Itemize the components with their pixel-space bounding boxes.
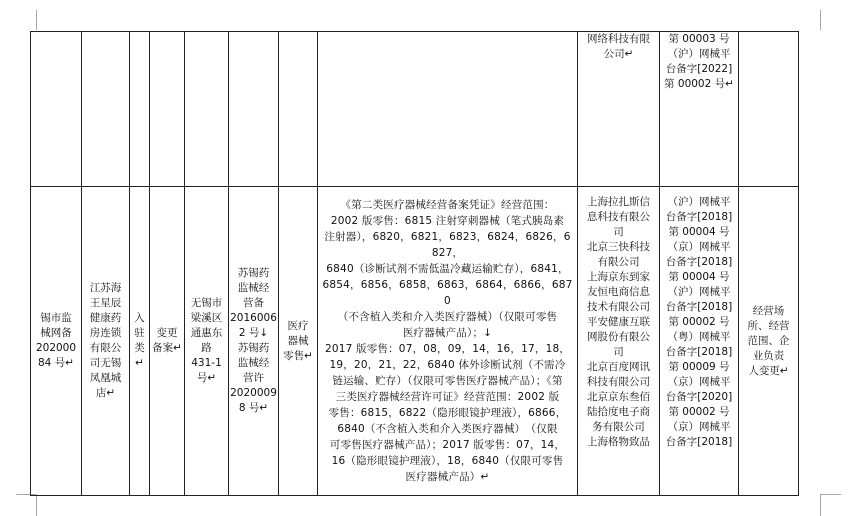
text-line: 可零售医疗器械产品）；2017 版零售：07，14， [329,439,566,451]
text-line: 19，20，21，22，6840 体外诊断试剂（不需冷 [329,359,566,371]
text-line: 凤凰城 [89,372,122,384]
text-line: 公司↵ [603,48,634,60]
text-line: 医疗器械产品）；↓ [402,327,493,339]
text-line: 第 00004 号 [668,226,730,238]
text-line: 营备 [243,297,264,309]
text-line: 2 号↓ [238,327,269,339]
cell-empty [150,32,185,187]
text-line: 健康药 [89,312,122,324]
platform-names-text [579,187,658,485]
cell-company-name [82,187,130,496]
text-line: 202000 [35,342,77,354]
company-name-text [83,281,128,401]
text-line: 2017 版零售：07，08，09，14，16，17，18， [324,343,571,355]
text-line: 友恒电商信息 [587,286,650,298]
cell-empty [279,32,318,187]
text-line: 北京三快科技 [587,241,650,253]
crop-mark-bottom-left-v [36,494,37,516]
text-line: 84 号↵ [38,357,74,369]
change-items-text [740,304,797,379]
text-line: 平安健康互联 [587,316,650,328]
text-line: 驻 [134,327,145,339]
text-line: 监械经 [237,357,270,369]
cell-empty [185,32,229,187]
cell-platform-filing-no [660,32,739,187]
cell-platform-name [578,32,660,187]
text-line: （粤）网械平 [667,331,731,343]
text-line: （京）网械平 [667,376,731,388]
text-line: （京）网械平 [667,241,731,253]
cell-change-items [739,187,799,496]
text-line: 2020009 [230,387,277,399]
text-line: 通惠东 [190,327,223,339]
cell-outside [799,32,828,187]
cell-business-scope [318,187,578,496]
filing-record-table [30,31,828,496]
text-line: 司无锡 [89,357,122,369]
license-no-text [230,266,277,416]
text-line: 入 [134,312,145,324]
text-line: 第 00002 号 [668,316,730,328]
platform-filing-text [661,32,737,92]
text-line: 人变更↵ [748,364,789,377]
text-line: 司 [613,346,624,358]
text-line: 台备字[2020] [665,391,733,403]
text-line: 《第二类医疗器械经营备案凭证》经营范围： [340,199,555,211]
text-line: 6854，6856，6858，6863，6864，6866，6870 [322,279,573,307]
text-line: （沪）网械平 [667,286,731,298]
text-line: 上海拉扎斯信 [587,196,650,208]
text-line: 司 [613,226,624,238]
category-text [280,319,316,364]
text-line: 有限公司 [597,256,640,268]
text-line: 第 00003 号 [668,33,730,45]
text-line: 有限公 [89,342,122,354]
text-line: 上海格物致品 [587,436,650,448]
text-line: 息科技有限公 [587,211,650,223]
text-line: 类↵ [134,342,145,369]
cell-license-no [229,187,279,496]
text-line: 6840（不含植入类和介入类医疗器械） （仅限 [337,423,558,435]
text-line: 16（隐形眼镜护理液），18，6840（仅限可零售 [331,455,564,467]
text-line: 店↵ [95,387,116,399]
text-line: 上海京东到家 [587,271,650,283]
text-line: 零售：6815，6822（隐形眼镜护理液），6866， [328,407,567,419]
text-line: 锡市监 [40,312,72,324]
platform-name-text [579,32,658,62]
crop-mark-top-left-v [36,10,37,30]
cell-mode [130,187,150,496]
cell-empty [31,32,82,187]
text-line: 链运输、贮存）（仅限可零售医疗器械产品）；《第 [332,375,563,387]
cell-address [185,187,229,496]
text-line: 营许 [243,372,264,384]
cell-category [279,187,318,496]
text-line: 8 号↵ [238,402,269,414]
text-line: 台备字[2018] [665,436,733,448]
text-line: （京）网械平 [667,421,731,433]
cell-empty [739,32,799,187]
text-line: 第 00009 号 [668,361,730,373]
text-line: 医疗 [287,319,309,332]
text-line: 科技有限公司 [587,376,650,388]
text-line: 器械 [287,334,309,347]
text-line: 苏锡药 [237,267,270,279]
text-line: 业负责 [752,349,785,362]
text-line: 台备字[2018] [665,211,733,223]
text-line: 械网备 [40,327,72,339]
cell-empty [229,32,279,187]
cell-empty [318,32,578,187]
cell-platform-names [578,187,660,496]
text-line: 房连锁 [89,327,122,339]
text-line: 苏锡药 [237,342,270,354]
text-line: 经营场 [752,304,785,317]
cell-empty [82,32,130,187]
cell-dept-filing-no [31,187,82,496]
text-line: 第 00004 号 [668,271,730,283]
text-line: 王星辰 [89,297,122,309]
text-line: 江苏海 [89,282,122,294]
text-line: 6840（诊断试剂不需低温冷藏运输贮存），6841， [326,263,569,275]
crop-mark-top-right-v [820,10,821,30]
business-scope-text [322,197,573,485]
text-line: （不含植入类和介入类医疗器械）（仅限可零售 [337,311,558,323]
address-text [186,296,227,386]
table-row-record [31,187,828,496]
text-line: 技术有限公司 [587,301,650,313]
text-line: 台备字[2018] [665,256,733,268]
text-line: 医疗器械产品）↵ [405,471,490,483]
text-line: 号↵ [196,372,217,384]
text-line: 2016006 [230,312,277,324]
text-line: 务有限公司 [592,421,645,433]
text-line: 无锡市 [190,297,223,309]
platform-filing-nos-text [661,187,737,485]
text-line: 第 00002 号 [668,406,730,418]
text-line: 陆拾度电子商 [587,406,650,418]
text-line: 零售↵ [283,349,313,362]
text-line: 台备字[2018] [665,301,733,313]
text-line: 第 00002 号↵ [664,78,734,90]
text-line: 2002 版零售：6815 注射穿刺器械（笔式胰岛素 [330,215,565,227]
text-line: 网股份有限公 [587,331,650,343]
cell-outside [799,187,828,496]
text-line: 监械经 [237,282,270,294]
crop-mark-bottom-right-v [820,494,821,516]
table-row-previous [31,32,828,187]
text-line: 台备字[2018] [665,346,733,358]
text-line: 北京百度网讯 [587,361,650,373]
text-line: 所、经营 [747,319,790,332]
text-line: 431-1 [191,357,222,369]
text-line: 三类医疗器械经营许可证》经营范围：2002 版 [335,391,560,403]
text-line: 台备字[2022] [665,63,733,75]
text-line: （沪）网械平 [667,48,731,60]
text-line: 网络科技有限 [587,33,650,45]
text-line: 变更 [156,327,178,339]
text-line: 范围、企 [747,334,790,347]
mode-text [131,311,148,371]
cell-platform-filing-nos [660,187,739,496]
cell-action [150,187,185,496]
text-line: （沪）网械平 [667,196,731,208]
text-line: 北京京东叁佰 [587,391,650,403]
text-line: 备案↵ [152,342,182,354]
action-text [151,326,183,356]
text-line: 路 [201,342,212,354]
cell-empty [130,32,150,187]
dept-filing-no-text [32,311,80,371]
text-line: 梁溪区 [190,312,223,324]
text-line: 注射器），6820，6821，6823，6824，6826，6827， [324,231,571,259]
